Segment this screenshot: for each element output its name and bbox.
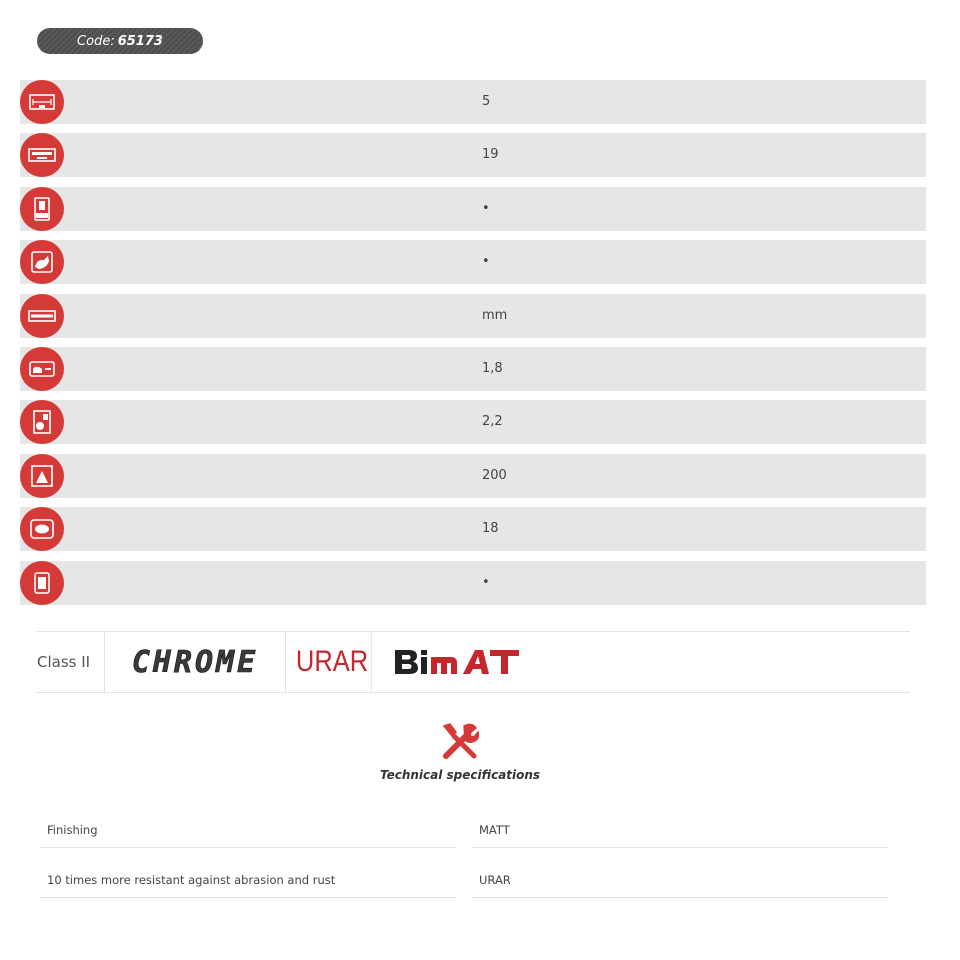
blade-thickness-icon	[20, 347, 64, 391]
bimat-logo	[379, 632, 523, 692]
table-row	[0, 862, 960, 912]
spec-row	[20, 80, 926, 124]
spec-value: •	[482, 254, 490, 270]
code-label: Code:	[77, 33, 115, 49]
spec-row	[20, 507, 926, 551]
spec-row	[20, 561, 926, 605]
blade-width-icon	[20, 294, 64, 338]
spec-row	[20, 240, 926, 284]
spec-value: 5	[482, 94, 491, 109]
spec-value: mm	[482, 307, 508, 323]
brand-strip	[36, 631, 910, 693]
hand-hook-icon	[20, 240, 64, 284]
technical-specifications-title: Technical specifications	[379, 768, 541, 782]
spec-row	[20, 400, 926, 444]
spec-value: 18	[482, 521, 499, 537]
spec-row	[20, 454, 926, 498]
weight-icon	[20, 454, 64, 498]
product-code-badge	[37, 28, 203, 54]
class-label: Class II	[36, 632, 105, 692]
ruler-scale-icon	[20, 133, 64, 177]
clip-icon	[20, 187, 64, 231]
length-measure-icon	[20, 80, 64, 124]
spec-value: •	[482, 574, 490, 590]
spec-value: 2,2	[482, 414, 503, 430]
spec-row	[20, 347, 926, 391]
chrome-logo: CHROME	[105, 632, 286, 692]
spec-value: 1,8	[482, 360, 503, 376]
spec-row	[20, 187, 926, 231]
table-row	[0, 812, 960, 862]
urar-logo: URAR	[293, 632, 372, 692]
lock-button-icon	[20, 561, 64, 605]
technical-specifications-table	[0, 812, 960, 912]
spec-list	[20, 80, 926, 614]
spec-value: MATT	[472, 812, 888, 848]
spec-value: URAR	[472, 862, 888, 898]
spec-value: 19	[482, 147, 499, 163]
code-value: 65173	[117, 33, 163, 49]
case-size-icon	[20, 400, 64, 444]
spec-row	[20, 133, 926, 177]
spec-label: Finishing	[40, 812, 456, 848]
grip-icon	[20, 507, 64, 551]
spec-value: 200	[482, 467, 507, 483]
tools-icon	[438, 720, 482, 764]
technical-specifications-header	[360, 720, 560, 782]
spec-label: 10 times more resistant against abrasion and rust	[40, 862, 456, 898]
spec-value: •	[482, 200, 490, 216]
spec-row	[20, 294, 926, 338]
